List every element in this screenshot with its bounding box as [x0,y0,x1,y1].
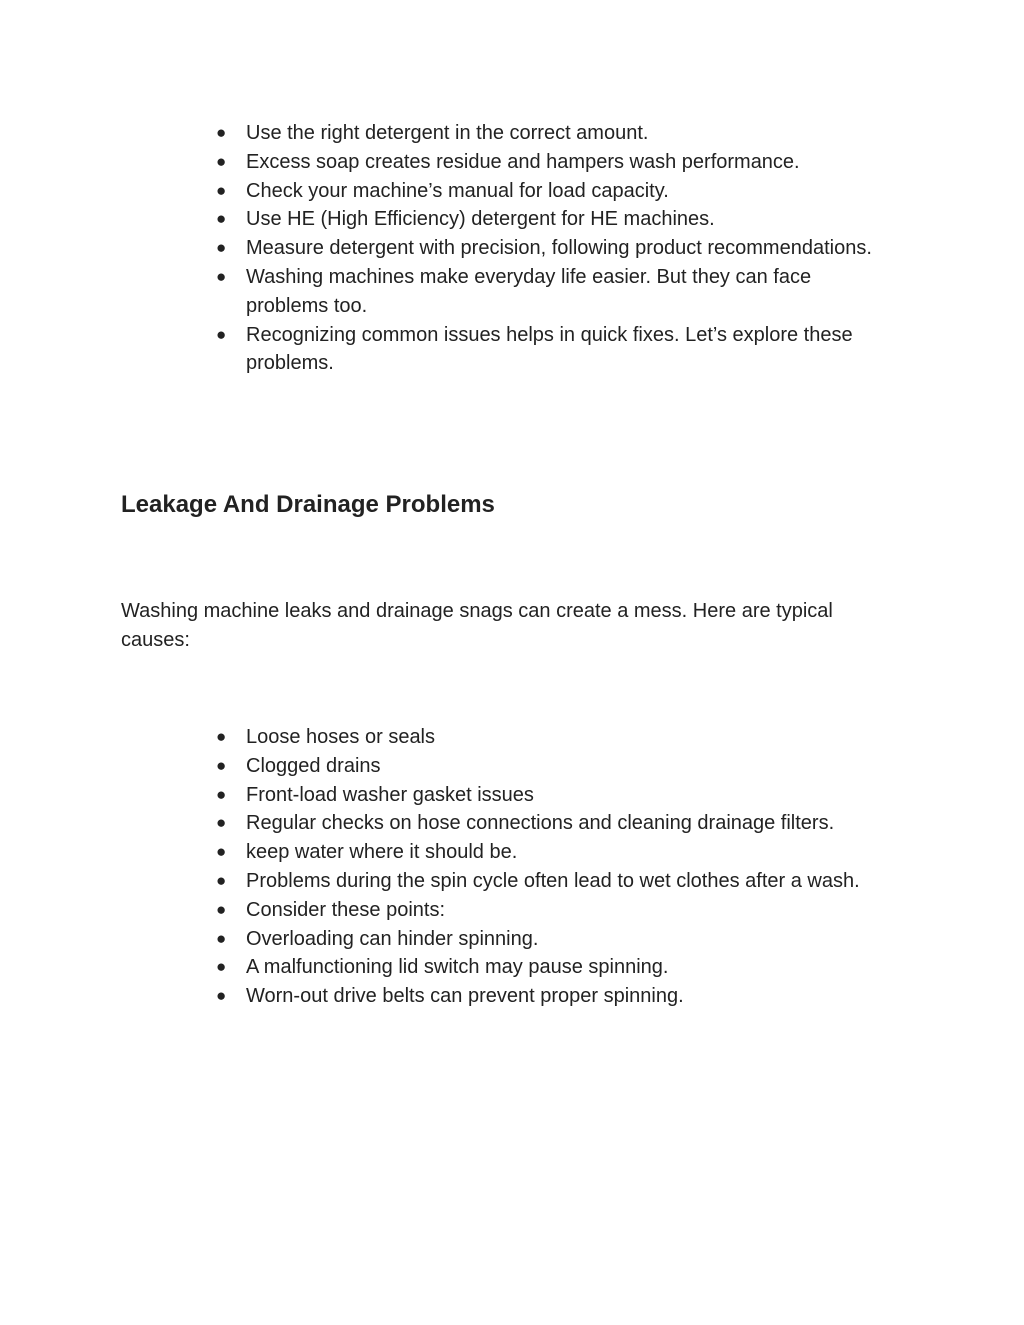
list-item [214,263,874,321]
list-item-text: Consider these points: [246,898,446,921]
list-item-text: Washing machines make everyday life easier. But they can face problems too. [246,265,812,317]
bullet-icon: ● [216,755,227,775]
list-item-text: Problems during the spin cycle often lead to wet clothes after a wash. [246,869,860,892]
bullet-icon: ● [216,209,227,229]
bullet-icon: ● [216,151,227,171]
list-item [214,177,874,206]
section-heading: Leakage And Drainage Problems [121,491,495,518]
bullet-icon: ● [216,123,227,142]
list-item-text: Check your machine’s manual for load capacity. [246,179,669,202]
list-item [214,205,874,234]
list-item [214,982,874,1011]
bullet-icon: ● [216,957,227,977]
list-item [214,867,874,896]
list-item [214,148,874,177]
bullet-icon: ● [216,870,227,890]
bullet-icon: ● [216,899,227,919]
list-item [214,781,874,810]
bullet-icon: ● [216,266,227,286]
list-item-text: keep water where it should be. [246,841,518,864]
bullet-icon: ● [216,238,227,258]
detergent-tips-list [214,119,874,378]
list-item [214,752,874,781]
bullet-icon: ● [216,842,227,862]
leakage-causes-list [214,723,874,1011]
list-item-text: Measure detergent with precision, following product recommendations. [246,237,872,260]
list-item [214,838,874,867]
bullet-icon: ● [216,180,227,200]
list-item-text: Excess soap creates residue and hampers wash performance. [246,150,800,173]
bullet-icon: ● [216,727,227,746]
intro-paragraph: Washing machine leaks and drainage snags can create a mess. Here are typical causes: [121,600,833,651]
list-item [214,896,874,925]
list-item-text: Clogged drains [246,754,381,777]
bullet-icon: ● [216,928,227,948]
list-item-text: Use the right detergent in the correct amount. [246,122,649,144]
bullet-icon: ● [216,813,227,833]
list-item-text: Worn-out drive belts can prevent proper spinning. [246,985,684,1008]
list-item [214,119,874,148]
list-item-text: Use HE (High Efficiency) detergent for HE machines. [246,208,715,231]
list-item-text: Front-load washer gasket issues [246,783,534,806]
list-item [214,723,874,752]
list-item-text: Overloading can hinder spinning. [246,927,539,950]
list-item-text: Recognizing common issues helps in quick fixes. Let’s explore these problems. [246,323,853,375]
list-item-text: Loose hoses or seals [246,726,436,748]
bullet-icon: ● [216,784,227,804]
list-item [214,925,874,954]
list-item [214,809,874,838]
bullet-icon: ● [216,324,227,344]
list-item-text: Regular checks on hose connections and cleaning drainage filters. [246,812,835,835]
list-item-text: A malfunctioning lid switch may pause spinning. [246,956,669,979]
list-item [214,953,874,982]
list-item [214,321,874,379]
bullet-icon: ● [216,986,227,1006]
list-item [214,234,874,263]
